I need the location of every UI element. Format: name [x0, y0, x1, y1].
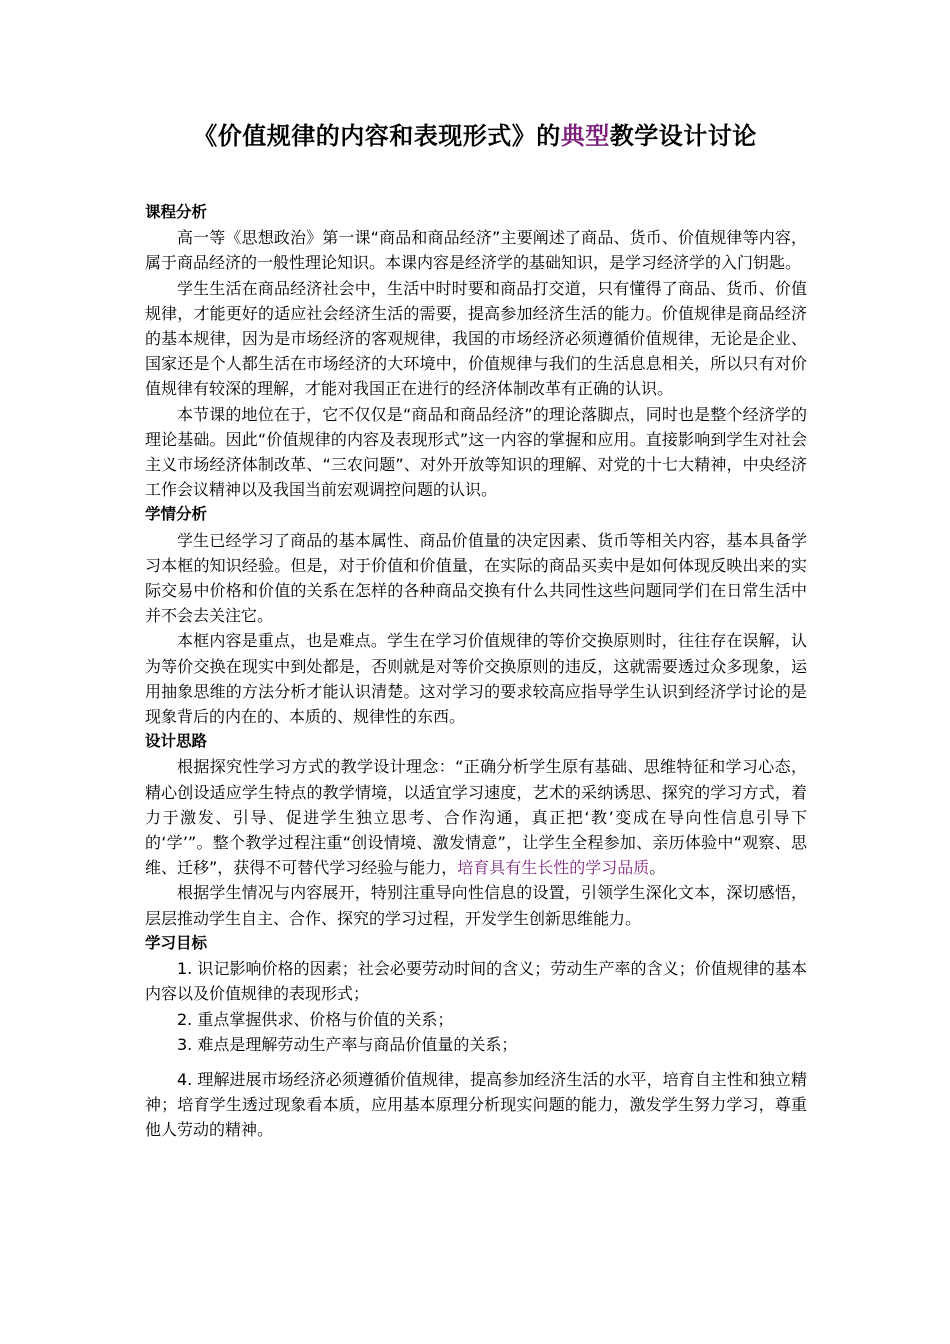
course-paragraph-3: 本节课的地位在于，它不仅仅是“商品和商品经济”的理论落脚点，同时也是整个经济学的理论基础。因此“价值规律的内容及表现形式”这一内容的掌握和应用。直接影响到学生对社会主义市场经济体制改革、“三农问题”、对外开放等知识的理解、对党的十七大精神，中央经济工作会议精神以及我国当前宏观调控问题的认识。	[145, 404, 807, 500]
section-heading-course: 课程分析	[145, 203, 208, 221]
title-highlight: 典型	[560, 122, 610, 150]
page-title	[0, 118, 950, 154]
goal-item-3: 3. 难点是理解劳动生产率与商品价值量的关系；	[177, 1034, 518, 1054]
title-part2: 教学设计讨论	[609, 122, 757, 150]
design-paragraph-2: 根据学生情况与内容展开，特别注重导向性信息的设置，引领学生深化文本，深切感悟，层层推动学生自主、合作、探究的学习过程，开发学生创新思维能力。	[145, 883, 807, 928]
design-highlight-text: 培育具有生长性的学习品质	[457, 858, 650, 878]
design-paragraph-1	[145, 754, 807, 880]
goal-item-4: 4. 理解进展市场经济必须遵循价值规律，提高参加经济生活的水平，培育自主性和独立精神；培育学生透过现象看本质，应用基本原理分析现实问题的能力，激发学生努力学习，尊重他人劳动的精神。	[145, 1069, 807, 1140]
students-paragraph-1: 学生已经学习了商品的基本属性、商品价值量的决定因素、货币等相关内容，基本具备学习本框的知识经验。但是，对于价值和价值量，在实际的商品买卖中是如何体现反映出来的实际交易中价格和价值的关系在怎样的各种商品交换有什么共同性这些问题同学们在日常生活中并不会去关注它。	[145, 530, 807, 626]
course-paragraph-1: 高一等《思想政治》第一课“商品和商品经济”主要阐述了商品、货币、价值规律等内容，属于商品经济的一般性理论知识。本课内容是经济学的基础知识，是学习经济学的入门钥匙。	[145, 228, 807, 273]
title-part1: 《价值规律的内容和表现形式》的	[193, 122, 561, 150]
document-body	[145, 200, 807, 1143]
students-paragraph-2: 本框内容是重点，也是难点。学生在学习价值规律的等价交换原则时，往往存在误解，认为等价交换在现实中到处都是，否则就是对等价交换原则的违反，这就需要透过众多现象，运用抽象思维的方法分析才能认识清楚。这对学习的要求较高应指导学生认识到经济学讨论的是现象背后的内在的、本质的、规律性的东西。	[145, 631, 807, 727]
design-paragraph-1-text: 根据探究性学习方式的教学设计理念：“正确分析学生原有基础、思维特征和学习心态，精心创设适应学生特点的教学情境，以适宜学习速度，艺术的采纳诱思、探究的学习方式，着力于激发、引导、促进学生独立思考、合作沟通，真正把‘教’变成在导向性信息引导下的‘学’”。整个教学过程注重“创设情境、激发情意”，让学生全程参加、亲历体验中“观察、思维、迁移”，获得不可替代学习经验与能力，	[145, 757, 807, 878]
goal-item-1: 1. 识记影响价格的因素；社会必要劳动时间的含义；劳动生产率的含义；价值规律的基本内容以及价值规律的表现形式；	[145, 959, 807, 1004]
section-heading-students: 学情分析	[145, 505, 208, 524]
goal-item-2: 2. 重点掌握供求、价格与价值的关系；	[177, 1009, 454, 1029]
section-heading-goals: 学习目标	[145, 933, 208, 952]
course-paragraph-2: 学生生活在商品经济社会中，生活中时时要和商品打交道，只有懂得了商品、货币、价值规律，才能更好的适应社会经济生活的需要，提高参加经济生活的能力。价值规律是商品经济的基本规律，因为是市场经济的客观规律，我国的市场经济必须遵循价值规律，无论是企业、国家还是个人都生活在市场经济的大环境中，价值规律与我们的生活息息相关，所以只有对价值规律有较深的理解，才能对我国正在进行的经济体制改革有正确的认识。	[145, 278, 807, 399]
design-paragraph-1-end: 。	[649, 858, 666, 878]
section-heading-design: 设计思路	[145, 732, 208, 751]
